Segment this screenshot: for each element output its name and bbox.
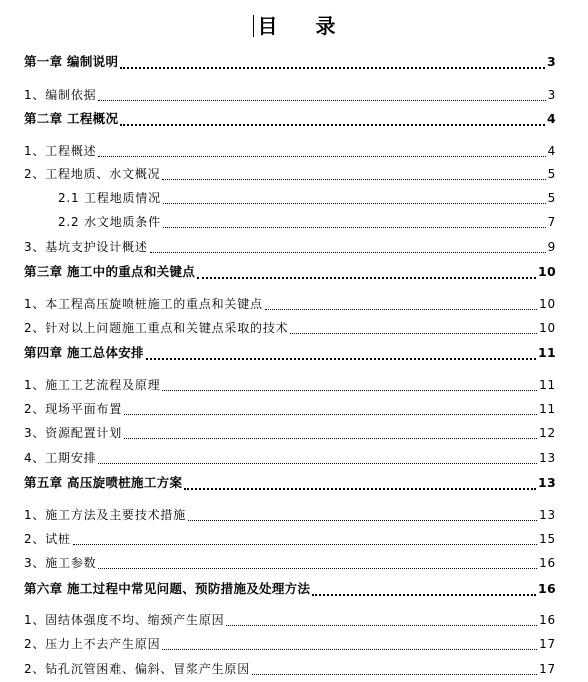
toc-entry-page: 4 (547, 111, 556, 126)
toc-entry-page: 13 (539, 508, 556, 522)
toc-entry-label: 1、固结体强度不均、缩颈产生原因 (24, 613, 225, 627)
toc-entry-1-1[interactable] (24, 85, 556, 105)
toc-entry-page: 17 (539, 637, 556, 651)
toc-entry-page: 13 (539, 451, 556, 465)
dot-leader (163, 227, 546, 228)
toc-entry-chapter-4[interactable] (24, 343, 556, 363)
dot-leader (265, 309, 537, 310)
dot-leader (73, 544, 537, 545)
toc-entry-page: 7 (547, 215, 556, 229)
toc-entry-6-1[interactable] (24, 610, 556, 630)
toc-entry-chapter-3[interactable] (24, 262, 556, 282)
toc-entry-5-2[interactable] (24, 529, 556, 549)
toc-entry-label: 1、工程概述 (24, 144, 97, 158)
dot-leader (124, 414, 537, 415)
dot-leader (120, 124, 545, 126)
toc-entry-label: 第五章 高压旋喷桩施工方案 (24, 475, 183, 490)
toc-entry-5-1[interactable] (24, 505, 556, 525)
toc-entry-label: 第二章 工程概况 (24, 111, 119, 126)
toc-entry-label: 2.2 水文地质条件 (58, 215, 161, 229)
dot-leader (226, 625, 537, 626)
toc-entry-4-1[interactable] (24, 375, 556, 395)
dot-leader (120, 67, 545, 69)
toc-entry-page: 10 (539, 297, 556, 311)
toc-entry-page: 10 (538, 264, 556, 279)
toc-entry-label: 2、试桩 (24, 532, 71, 546)
toc-entry-page: 4 (547, 144, 556, 158)
toc-title-part2: 录 (315, 14, 336, 38)
dot-leader (98, 463, 537, 464)
toc-entry-page: 12 (539, 426, 556, 440)
dot-leader (162, 390, 537, 391)
toc-entry-page: 17 (539, 662, 556, 676)
dot-leader (162, 649, 537, 650)
toc-entry-2-1[interactable] (24, 141, 556, 161)
dot-leader (98, 156, 545, 157)
toc-entry-2-2-1[interactable] (24, 188, 556, 208)
toc-entry-label: 第三章 施工中的重点和关键点 (24, 264, 196, 279)
dot-leader (98, 568, 537, 569)
dot-leader (312, 594, 536, 596)
toc-entry-page: 15 (539, 532, 556, 546)
dot-leader (188, 520, 537, 521)
toc-entry-label: 2、现场平面布置 (24, 402, 123, 416)
dot-leader (184, 488, 536, 490)
toc-entry-page: 11 (539, 402, 556, 416)
toc-entry-page: 5 (547, 167, 556, 181)
toc-entry-page: 9 (547, 240, 556, 254)
toc-entry-page: 11 (538, 345, 556, 360)
toc-entry-2-3[interactable] (24, 237, 556, 257)
toc-entry-4-2[interactable] (24, 399, 556, 419)
toc-entry-page: 11 (539, 378, 556, 392)
toc-entry-label: 2、压力上不去产生原因 (24, 637, 161, 651)
toc-entry-chapter-5[interactable] (24, 473, 556, 493)
toc-entry-label: 1、施工方法及主要技术措施 (24, 508, 187, 522)
toc-entry-chapter-1[interactable] (24, 52, 556, 72)
toc-entry-label: 第六章 施工过程中常见问题、预防措施及处理方法 (24, 581, 311, 596)
dot-leader (146, 358, 536, 360)
dot-leader (124, 438, 537, 439)
dot-leader (98, 100, 545, 101)
toc-title-part1: 目 (257, 14, 278, 38)
toc-entry-label: 4、工期安排 (24, 451, 97, 465)
toc-entry-page: 13 (538, 475, 556, 490)
toc-entry-label: 3、施工参数 (24, 556, 97, 570)
toc-entry-label: 1、编制依据 (24, 88, 97, 102)
toc-entry-5-3[interactable] (24, 553, 556, 573)
toc-entry-page: 16 (539, 613, 556, 627)
toc-entry-label: 1、施工工艺流程及原理 (24, 378, 161, 392)
dot-leader (252, 674, 537, 675)
toc-entry-label: 第一章 编制说明 (24, 54, 119, 69)
toc-entry-4-3[interactable] (24, 423, 556, 443)
toc-entry-page: 3 (547, 88, 556, 102)
text-cursor (253, 15, 254, 37)
toc-entry-2-2-2[interactable] (24, 212, 556, 232)
toc-entry-4-4[interactable] (24, 448, 556, 468)
dot-leader (163, 203, 546, 204)
toc-entry-label: 2、针对以上问题施工重点和关键点采取的技术 (24, 321, 289, 335)
toc-entry-6-2[interactable] (24, 634, 556, 654)
toc-entry-page: 3 (547, 54, 556, 69)
dot-leader (290, 333, 537, 334)
toc-entry-page: 10 (539, 321, 556, 335)
toc-entry-label: 1、本工程高压旋喷桩施工的重点和关键点 (24, 297, 263, 311)
toc-entry-label: 3、资源配置计划 (24, 426, 123, 440)
toc-entry-label: 2、钻孔沉管困难、偏斜、冒浆产生原因 (24, 662, 251, 676)
toc-entry-3-2[interactable] (24, 318, 556, 338)
toc-entry-3-1[interactable] (24, 294, 556, 314)
toc-entry-page: 16 (538, 581, 556, 596)
toc-entry-2-2[interactable] (24, 164, 556, 184)
dot-leader (197, 277, 536, 279)
toc-title (0, 10, 588, 42)
toc-entry-label: 3、基坑支护设计概述 (24, 240, 148, 254)
toc-entry-label: 2.1 工程地质情况 (58, 191, 161, 205)
dot-leader (150, 252, 546, 253)
toc-entry-page: 5 (547, 191, 556, 205)
toc-entry-chapter-6[interactable] (24, 579, 556, 599)
toc-entry-chapter-2[interactable] (24, 109, 556, 129)
toc-entry-label: 第四章 施工总体安排 (24, 345, 144, 360)
toc-entry-page: 16 (539, 556, 556, 570)
toc-entry-6-3[interactable] (24, 659, 556, 679)
dot-leader (162, 179, 545, 180)
toc-entry-label: 2、工程地质、水文概况 (24, 167, 161, 181)
